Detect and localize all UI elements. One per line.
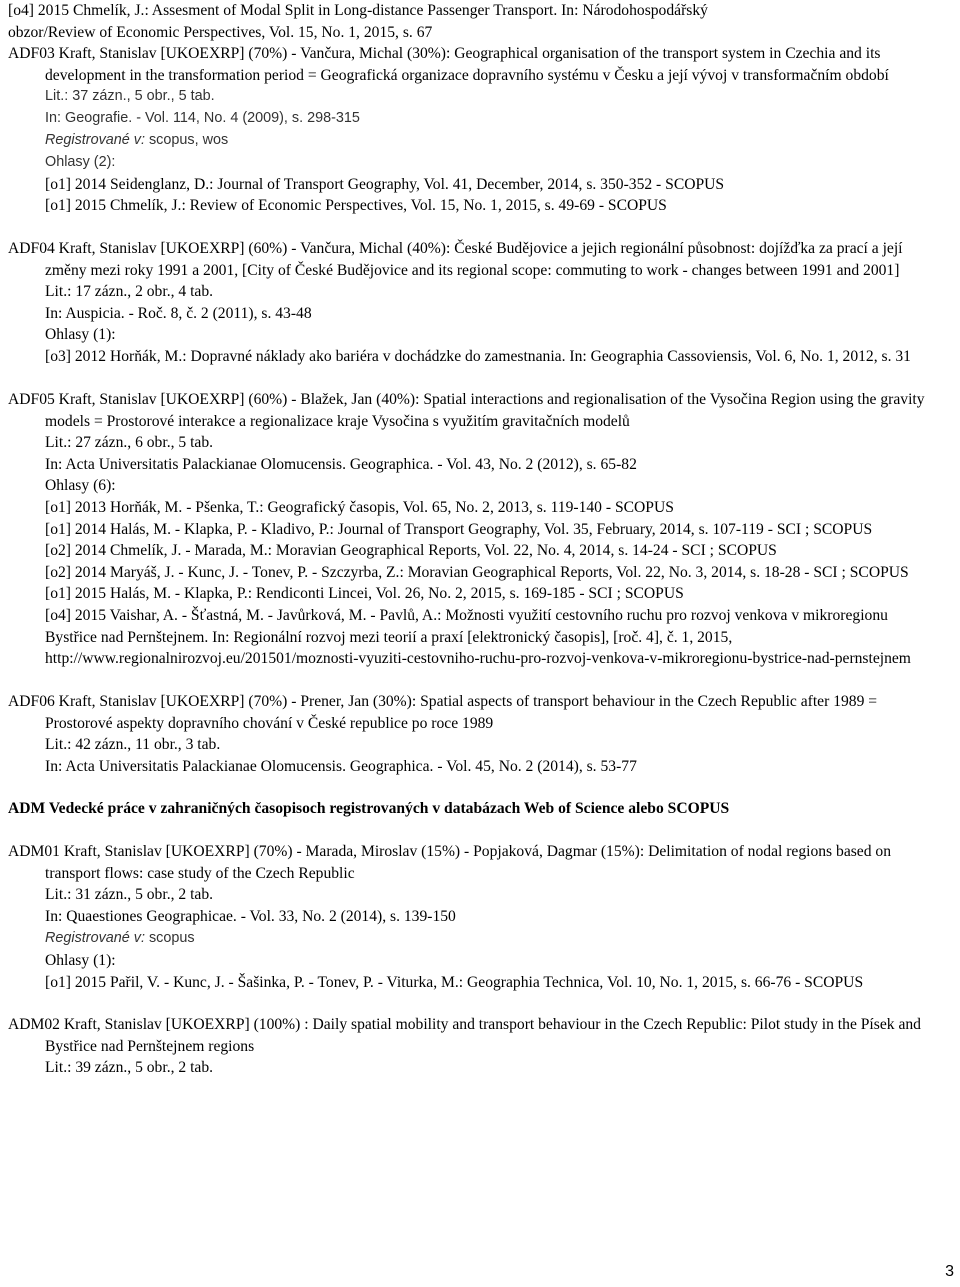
citation-item: [o4] 2015 Vaishar, A. - Šťastná, M. - Javůrková, M. - Pavlů, A.: Možnosti využití cestovního ruchu pro rozvoj venkova v mikroregionu Bystřice nad Pernštejnem. In: Regionální rozvoj mezi teorií a praxí [elektronický časopis], [roč. 4], č. 1, 2015, — [45, 606, 888, 646]
entry-adm02 — [8, 1014, 938, 1079]
entry-adf05 — [8, 389, 938, 670]
entry-title: ADM01 Kraft, Stanislav [UKOEXRP] (70%) - Marada, Miroslav (15%) - Popjaková, Dagmar (15%): Delimitation of nodal regions based on transport flows: case study of the Czech Republic — [8, 843, 892, 882]
entry-lit: Lit.: 31 zázn., 5 obr., 2 tab. — [45, 886, 214, 904]
registered-label: Registrované v: — [45, 132, 145, 149]
entry-lit: Lit.: 42 zázn., 11 obr., 3 tab. — [45, 736, 221, 754]
registered-value: scopus — [144, 930, 195, 947]
entry-ohlasy: Ohlasy (2): — [45, 153, 116, 170]
citation-item: [o2] 2014 Chmelík, J. - Marada, M.: Moravian Geographical Reports, Vol. 22, No. 4, 2014, s. 14-24 - SCI ; SCOPUS — [45, 542, 777, 560]
citation-item: [o1] 2015 Halás, M. - Klapka, P.: Rendiconti Lincei, Vol. 26, No. 2, 2015, s. 169-185 - SCI ; SCOPUS — [45, 585, 684, 603]
citation-url: http://www.regionalnirozvoj.eu/201501/moznosti-vyuziti-cestovniho-ruchu-pro-rozvoj-venkova-v-mikroregionu-bystrice-nad-pernstejnem — [45, 650, 911, 668]
entry-ohlasy: Ohlasy (6): — [45, 477, 116, 495]
entry-ohlasy: Ohlasy (1): — [45, 326, 116, 344]
citation-item: [o1] 2014 Seidenglanz, D.: Journal of Transport Geography, Vol. 41, December, 2014, s. 350-352 - SCOPUS — [45, 175, 725, 193]
citation-item: [o2] 2014 Maryáš, J. - Kunc, J. - Tonev, P. - Szczyrba, Z.: Moravian Geographical Reports, Vol. 22, No. 3, 2014, s. 18-28 - SCI ; SCOPUS — [45, 563, 909, 581]
registered-label: Registrované v: — [45, 930, 145, 947]
entry-adf04 — [8, 238, 938, 368]
citation-item: [o1] 2015 Pařil, V. - Kunc, J. - Šašinka, P. - Tonev, P. - Viturka, M.: Geographia Technica, Vol. 10, No. 1, 2015, s. 66-76 - SCOPUS — [45, 973, 864, 991]
entry-lit: Lit.: 37 zázn., 5 obr., 5 tab. — [45, 88, 215, 105]
entry-registered — [8, 129, 938, 152]
entry-lit: Lit.: 27 zázn., 6 obr., 5 tab. — [45, 434, 214, 452]
section-heading-adm: ADM Vedecké práce v zahraničných časopisoch registrovaných v databázach Web of Science alebo SCOPUS — [8, 800, 730, 817]
entry-adm01 — [8, 841, 938, 993]
entry-lit: Lit.: 39 zázn., 5 obr., 2 tab. — [45, 1059, 214, 1077]
entry-lit: Lit.: 17 zázn., 2 obr., 4 tab. — [45, 283, 214, 301]
entry-in: In: Quaestiones Geographicae. - Vol. 33, No. 2 (2014), s. 139-150 — [45, 907, 456, 925]
entry-adf06 — [8, 691, 938, 777]
entry-in: In: Acta Universitatis Palackianae Olomucensis. Geographica. - Vol. 45, No. 2 (2014), s. 53-77 — [45, 757, 637, 775]
entry-adf03 — [8, 43, 938, 217]
entry-title: ADM02 Kraft, Stanislav [UKOEXRP] (100%) : Daily spatial mobility and transport behaviour in the Czech Republic: Pilot study in the Písek and Bystřice nad Pernštejnem regions — [8, 1016, 921, 1055]
entry-registered — [8, 927, 938, 950]
registered-value: scopus, wos — [144, 132, 229, 149]
citation-item: [o1] 2015 Chmelík, J.: Review of Economic Perspectives, Vol. 15, No. 1, 2015, s. 49-69 - SCOPUS — [45, 197, 667, 215]
entry-in: In: Geografie. - Vol. 114, No. 4 (2009), s. 298-315 — [45, 109, 360, 126]
page-number: 3 — [945, 1263, 954, 1281]
continuation-line-2: obzor/Review of Economic Perspectives, Vol. 15, No. 1, 2015, s. 67 — [8, 23, 433, 41]
entry-in: In: Auspicia. - Roč. 8, č. 2 (2011), s. 43-48 — [45, 304, 312, 322]
entry-title: ADF03 Kraft, Stanislav [UKOEXRP] (70%) - Vančura, Michal (30%): Geographical organisation of the transport system in Czechia and its development in the transformation period = Geografická organizace dopravního systému v Česku a její vývoj v transformačním období — [8, 45, 889, 84]
citation-item: [o1] 2013 Horňák, M. - Pšenka, T.: Geografický časopis, Vol. 65, No. 2, 2013, s. 119-140 - SCOPUS — [45, 498, 674, 516]
previous-citation-continuation — [8, 0, 938, 43]
entry-in: In: Acta Universitatis Palackianae Olomucensis. Geographica. - Vol. 43, No. 2 (2012), s. 65-82 — [45, 455, 637, 473]
citation-item: [o1] 2014 Halás, M. - Klapka, P. - Kladivo, P.: Journal of Transport Geography, Vol. 35, February, 2014, s. 107-119 - SCI ; SCOPUS — [45, 520, 873, 538]
continuation-line-1: [o4] 2015 Chmelík, J.: Assesment of Modal Split in Long-distance Passenger Transport. In: Národohospodářský — [8, 2, 708, 19]
entry-title: ADF06 Kraft, Stanislav [UKOEXRP] (70%) - Prener, Jan (30%): Spatial aspects of transport behaviour in the Czech Republic after 1989 = Prostorové aspekty dopravního chování v České republice po roce 1989 — [8, 693, 878, 732]
entry-title: ADF04 Kraft, Stanislav [UKOEXRP] (60%) - Vančura, Michal (40%): České Budějovice a jejich regionální působnost: dojížďka za prací a její změny mezi roky 1991 a 2001, [City of České Budějovice and its regional scope: commuting to work - changes between 1991 and 2001] — [8, 240, 903, 279]
entry-ohlasy: Ohlasy (1): — [45, 951, 116, 969]
entry-title: ADF05 Kraft, Stanislav [UKOEXRP] (60%) - Blažek, Jan (40%): Spatial interactions and regionalisation of the Vysočina Region using the gravity models = Prostorové interakce a regionalizace kraje Vysočina s využitím gravitačních modelů — [8, 391, 925, 430]
citation-item: [o3] 2012 Horňák, M.: Dopravné náklady ako bariéra v dochádzke do zamestnania. In: Geographia Cassoviensis, Vol. 6, No. 1, 2012, s. 31 — [45, 347, 911, 365]
